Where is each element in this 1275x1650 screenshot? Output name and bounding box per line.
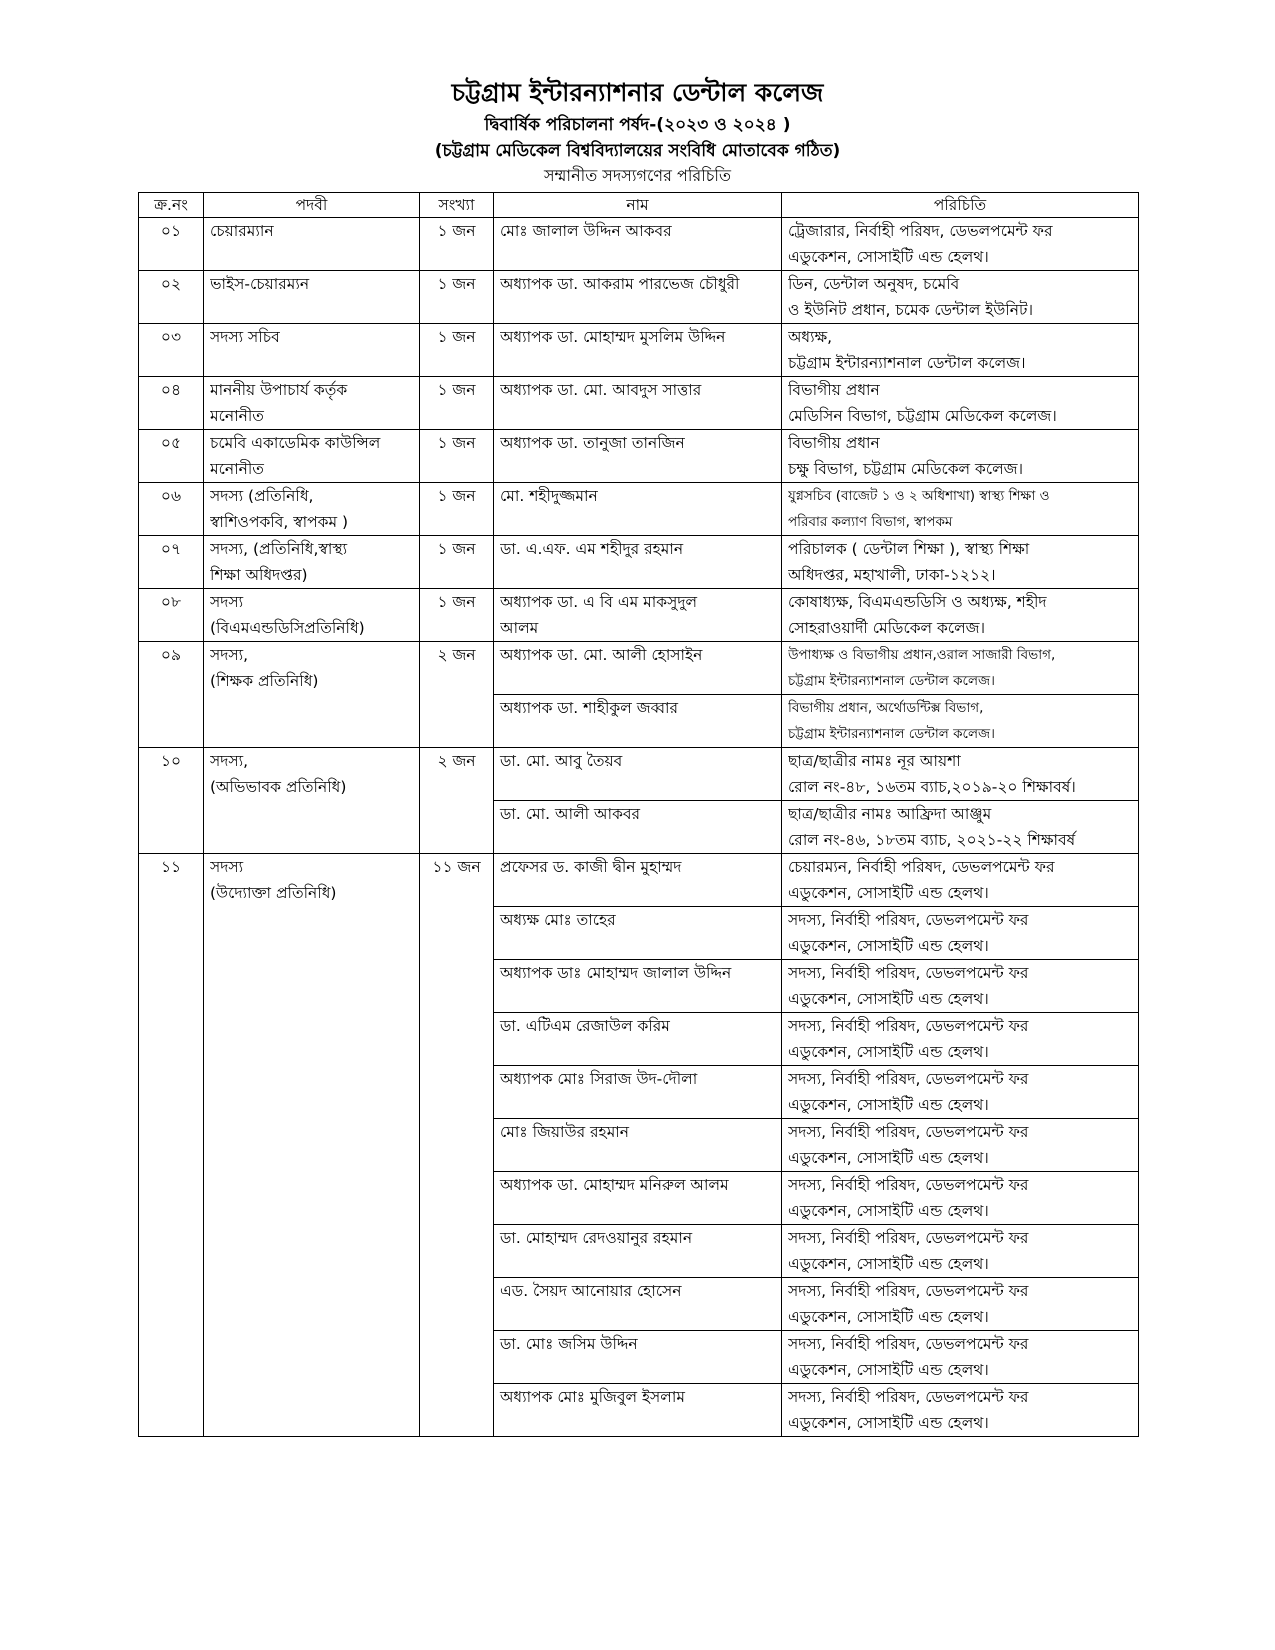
name-cell: ডা. এটিএম রেজাউল করিম xyxy=(494,1013,782,1066)
cell-line: সদস্য, নির্বাহী পরিষদ, ডেভলপমেন্ট ফর xyxy=(788,1123,1029,1141)
count-cell: ১ জন xyxy=(420,536,494,589)
name-cell xyxy=(494,483,782,536)
cell-line: এডুকেশন, সোসাইটি এন্ড হেলথ। xyxy=(788,937,989,955)
serial-cell: ০৫ xyxy=(139,430,204,483)
name-cell: অধ্যাপক ডাঃ মোহাম্মদ জালাল উদ্দিন xyxy=(494,960,782,1013)
cell-line: সদস্য xyxy=(210,593,244,611)
cell-line: এডুকেশন, সোসাইটি এন্ড হেলথ। xyxy=(788,884,989,902)
col-header-serial: ক্র.নং xyxy=(139,193,204,218)
cell-line: ছাত্র/ছাত্রীর নামঃ আফ্রিদা আঞ্জুম xyxy=(788,805,992,823)
cell-line: যুগ্নসচিব (বাজেট ১ ও ২ অধিশাখা) স্বাস্থ্য শিক্ষা ও xyxy=(788,488,1050,504)
cell-line: সদস্য xyxy=(210,858,244,876)
count-cell: ১ জন xyxy=(420,377,494,430)
col-header-name: নাম xyxy=(494,193,782,218)
intro-cell xyxy=(782,483,1139,536)
col-header-post: পদবী xyxy=(204,193,420,218)
cell-line: চট্টগ্রাম ইন্টারন্যাশনাল ডেন্টাল কলেজ। xyxy=(788,354,1026,372)
cell-line: (উদ্যোক্তা প্রতিনিধি) xyxy=(210,884,337,902)
board-subtitle: দ্বিবার্ষিক পরিচালনা পর্ষদ-(২০২৩ ও ২০২৪ ) xyxy=(484,115,791,135)
col-header-count: সংখ্যা xyxy=(420,193,494,218)
post-cell xyxy=(204,589,420,642)
table-row xyxy=(139,642,1139,695)
name-cell: ডা. মো. আলী আকবর xyxy=(494,801,782,854)
cell-line: উপাধ্যক্ষ ও বিভাগীয় প্রধান,ওরাল সাজারী বিভাগ, xyxy=(788,647,1056,663)
name-cell xyxy=(494,536,782,589)
cell-line: চমেবি একাডেমিক কাউন্সিল xyxy=(210,434,381,452)
intro-cell xyxy=(782,1172,1139,1225)
serial-cell: ০২ xyxy=(139,271,204,324)
cell-line: চেয়ারম্যান xyxy=(210,222,274,240)
name-cell: অধ্যাপক মোঃ সিরাজ উদ-দৌলা xyxy=(494,1066,782,1119)
intro-cell xyxy=(782,1225,1139,1278)
cell-line: এডুকেশন, সোসাইটি এন্ড হেলথ। xyxy=(788,1414,989,1432)
cell-line: (বিএমএন্ডডিসিপ্রতিনিধি) xyxy=(210,619,365,637)
cell-line: সদস্য, নির্বাহী পরিষদ, ডেভলপমেন্ট ফর xyxy=(788,1388,1029,1406)
intro-cell xyxy=(782,271,1139,324)
cell-line: কোষাধ্যক্ষ, বিএমএন্ডডিসি ও অধ্যক্ষ, শহীদ xyxy=(788,593,1047,611)
cell-line: মো. শহীদুজ্জমান xyxy=(500,487,598,505)
cell-line: মনোনীত xyxy=(210,407,264,425)
post-cell xyxy=(204,218,420,271)
post-cell xyxy=(204,854,420,1437)
intro-cell xyxy=(782,324,1139,377)
intro-cell xyxy=(782,589,1139,642)
cell-line: অধ্যাপক ডা. মো. আবদুস সাত্তার xyxy=(500,381,702,399)
table-body xyxy=(139,218,1139,1437)
cell-line: (শিক্ষক প্রতিনিধি) xyxy=(210,672,319,690)
post-cell xyxy=(204,748,420,854)
name-cell xyxy=(494,271,782,324)
post-cell xyxy=(204,271,420,324)
serial-cell: ০৭ xyxy=(139,536,204,589)
name-cell: অধ্যাপক ডা. মো. আলী হোসাইন xyxy=(494,642,782,695)
post-cell xyxy=(204,430,420,483)
intro-cell xyxy=(782,1119,1139,1172)
cell-line: ছাত্র/ছাত্রীর নামঃ নূর আয়শা xyxy=(788,752,961,770)
name-cell xyxy=(494,218,782,271)
intro-cell xyxy=(782,1278,1139,1331)
table-header-row xyxy=(139,193,1139,218)
cell-line: অধ্যাপক ডা. আকরাম পারভেজ চৌধুরী xyxy=(500,275,740,293)
cell-line: ও ইউনিট প্রধান, চমেক ডেন্টাল ইউনিট। xyxy=(788,301,1034,319)
intro-cell xyxy=(782,1331,1139,1384)
cell-line: অধ্যক্ষ, xyxy=(788,328,833,346)
count-cell: ২ জন xyxy=(420,642,494,748)
serial-cell: ০৬ xyxy=(139,483,204,536)
cell-line: স্বাশিওপকবি, স্বাপকম ) xyxy=(210,513,349,531)
intro-cell xyxy=(782,854,1139,907)
intro-cell xyxy=(782,960,1139,1013)
members-caption: সম্মানীত সদস্যগণের পরিচিতি xyxy=(543,166,731,185)
cell-line: চেয়ারম্যন, নির্বাহী পরিষদ, ডেভলপমেন্ট ফর xyxy=(788,858,1055,876)
table-row xyxy=(139,748,1139,801)
cell-line: সদস্য, (প্রতিনিধি,স্বাস্থ্য xyxy=(210,540,348,558)
formation-note: (চট্টগ্রাম মেডিকেল বিশ্ববিদ্যালয়ের সংবিধি মোতাবেক গঠিত) xyxy=(434,141,841,161)
college-title: চট্টগ্রাম ইন্টারন্যাশনার ডেন্টাল কলেজ xyxy=(451,78,824,107)
cell-line: অধ্যাপক ডা. মোহাম্মদ মুসলিম উদ্দিন xyxy=(500,328,726,346)
count-cell: ১১ জন xyxy=(420,854,494,1437)
name-cell: অধ্যাপক মোঃ মুজিবুল ইসলাম xyxy=(494,1384,782,1437)
post-cell xyxy=(204,377,420,430)
cell-line: বিভাগীয় প্রধান xyxy=(788,381,880,399)
cell-line: এডুকেশন, সোসাইটি এন্ড হেলথ। xyxy=(788,1202,989,1220)
cell-line: অধিদপ্তর, মহাখালী, ঢাকা-১২১২। xyxy=(788,566,996,584)
name-cell xyxy=(494,324,782,377)
cell-line: রোল নং-৪৮, ১৬তম ব্যাচ,২০১৯-২০ শিক্ষাবর্ষ। xyxy=(788,778,1076,796)
table-row xyxy=(139,324,1139,377)
cell-line: ডিন, ডেন্টাল অনুষদ, চমেবি xyxy=(788,275,960,293)
cell-line: এডুকেশন, সোসাইটি এন্ড হেলথ। xyxy=(788,1149,989,1167)
cell-line: সদস্য, নির্বাহী পরিষদ, ডেভলপমেন্ট ফর xyxy=(788,1229,1029,1247)
cell-line: বিভাগীয় প্রধান xyxy=(788,434,880,452)
cell-line: চক্ষু বিভাগ, চট্টগ্রাম মেডিকেল কলেজ। xyxy=(788,460,1024,478)
cell-line: সদস্য সচিব xyxy=(210,328,280,346)
post-cell xyxy=(204,642,420,748)
post-cell xyxy=(204,324,420,377)
intro-cell xyxy=(782,218,1139,271)
cell-line: সদস্য, নির্বাহী পরিষদ, ডেভলপমেন্ট ফর xyxy=(788,1335,1029,1353)
serial-cell: ০৯ xyxy=(139,642,204,748)
cell-line: মোঃ জালাল উদ্দিন আকবর xyxy=(500,222,672,240)
cell-line: (অভিভাবক প্রতিনিধি) xyxy=(210,778,347,796)
cell-line: সদস্য, নির্বাহী পরিষদ, ডেভলপমেন্ট ফর xyxy=(788,1176,1029,1194)
table-row xyxy=(139,430,1139,483)
cell-line: সদস্য, নির্বাহী পরিষদ, ডেভলপমেন্ট ফর xyxy=(788,1017,1029,1035)
cell-line: রোল নং-৪৬, ১৮তম ব্যাচ, ২০২১-২২ শিক্ষাবর্ষ xyxy=(788,831,1076,849)
count-cell: ২ জন xyxy=(420,748,494,854)
table-row xyxy=(139,854,1139,907)
cell-line: চট্টগ্রাম ইন্টারন্যাশনাল ডেন্টাল কলেজ। xyxy=(788,673,995,689)
name-cell xyxy=(494,589,782,642)
count-cell: ১ জন xyxy=(420,271,494,324)
count-cell: ১ জন xyxy=(420,218,494,271)
serial-cell: ০৩ xyxy=(139,324,204,377)
name-cell: ডা. মো. আবু তৈয়ব xyxy=(494,748,782,801)
cell-line: সদস্য (প্রতিনিধি, xyxy=(210,487,314,505)
serial-cell: ০৮ xyxy=(139,589,204,642)
table-row xyxy=(139,218,1139,271)
cell-line: ডা. এ.এফ. এম শহীদুর রহমান xyxy=(500,540,684,558)
cell-line: বিভাগীয় প্রধান, অর্থোডন্টিক্স বিভাগ, xyxy=(788,700,984,716)
cell-line: সদস্য, নির্বাহী পরিষদ, ডেভলপমেন্ট ফর xyxy=(788,964,1029,982)
table-row xyxy=(139,271,1139,324)
cell-line: আলম xyxy=(500,619,539,637)
intro-cell xyxy=(782,1066,1139,1119)
intro-cell xyxy=(782,695,1139,748)
table-row xyxy=(139,483,1139,536)
cell-line: অধ্যাপক ডা. এ বি এম মাকসুদুল xyxy=(500,593,698,611)
cell-line: ভাইস-চেয়ারম্যন xyxy=(210,275,310,293)
members-table xyxy=(138,192,1139,1437)
count-cell: ১ জন xyxy=(420,430,494,483)
name-cell: অধ্যক্ষ মোঃ তাহের xyxy=(494,907,782,960)
col-header-intro: পরিচিতি xyxy=(782,193,1139,218)
name-cell xyxy=(494,377,782,430)
intro-cell xyxy=(782,642,1139,695)
count-cell: ১ জন xyxy=(420,483,494,536)
cell-line: এডুকেশন, সোসাইটি এন্ড হেলথ। xyxy=(788,1096,989,1114)
intro-cell xyxy=(782,801,1139,854)
cell-line: সদস্য, xyxy=(210,646,249,664)
intro-cell xyxy=(782,1384,1139,1437)
cell-line: পরিচালক ( ডেন্টাল শিক্ষা ), স্বাস্থ্য শিক্ষা xyxy=(788,540,1030,558)
cell-line: এডুকেশন, সোসাইটি এন্ড হেলথ। xyxy=(788,1255,989,1273)
name-cell: অধ্যাপক ডা. শাহীকুল জব্বার xyxy=(494,695,782,748)
name-cell xyxy=(494,430,782,483)
cell-line: অধ্যাপক ডা. তানুজা তানজিন xyxy=(500,434,685,452)
cell-line: এডুকেশন, সোসাইটি এন্ড হেলথ। xyxy=(788,248,989,266)
cell-line: পরিবার কল্যাণ বিভাগ, স্বাপকম xyxy=(788,514,953,530)
intro-cell xyxy=(782,536,1139,589)
table-row xyxy=(139,536,1139,589)
cell-line: সদস্য, নির্বাহী পরিষদ, ডেভলপমেন্ট ফর xyxy=(788,911,1029,929)
cell-line: মেডিসিন বিভাগ, চট্টগ্রাম মেডিকেল কলেজ। xyxy=(788,407,1057,425)
intro-cell xyxy=(782,377,1139,430)
post-cell xyxy=(204,483,420,536)
cell-line: সোহরাওয়ার্দী মেডিকেল কলেজ। xyxy=(788,619,986,637)
cell-line: শিক্ষা অধিদপ্তর) xyxy=(210,566,308,584)
cell-line: মাননীয় উপাচার্য কর্তৃক xyxy=(210,381,348,399)
cell-line: এডুকেশন, সোসাইটি এন্ড হেলথ। xyxy=(788,1308,989,1326)
serial-cell: ১১ xyxy=(139,854,204,1437)
intro-cell xyxy=(782,430,1139,483)
cell-line: এডুকেশন, সোসাইটি এন্ড হেলথ। xyxy=(788,1043,989,1061)
cell-line: এডুকেশন, সোসাইটি এন্ড হেলথ। xyxy=(788,990,989,1008)
name-cell: ডা. মোঃ জসিম উদ্দিন xyxy=(494,1331,782,1384)
cell-line: সদস্য, নির্বাহী পরিষদ, ডেভলপমেন্ট ফর xyxy=(788,1282,1029,1300)
document-header xyxy=(0,76,1275,188)
name-cell: অধ্যাপক ডা. মোহাম্মদ মনিরুল আলম xyxy=(494,1172,782,1225)
serial-cell: ০১ xyxy=(139,218,204,271)
cell-line: সদস্য, নির্বাহী পরিষদ, ডেভলপমেন্ট ফর xyxy=(788,1070,1029,1088)
serial-cell: ০৪ xyxy=(139,377,204,430)
intro-cell xyxy=(782,907,1139,960)
intro-cell xyxy=(782,748,1139,801)
name-cell: মোঃ জিয়াউর রহমান xyxy=(494,1119,782,1172)
name-cell: প্রফেসর ড. কাজী দ্বীন মুহাম্মদ xyxy=(494,854,782,907)
post-cell xyxy=(204,536,420,589)
name-cell: এড. সৈয়দ আনোয়ার হোসেন xyxy=(494,1278,782,1331)
cell-line: সদস্য, xyxy=(210,752,249,770)
serial-cell: ১০ xyxy=(139,748,204,854)
cell-line: চট্টগ্রাম ইন্টারন্যাশনাল ডেন্টাল কলেজ। xyxy=(788,726,995,742)
name-cell: ডা. মোহাম্মদ রেদওয়ানুর রহমান xyxy=(494,1225,782,1278)
table-row xyxy=(139,589,1139,642)
intro-cell xyxy=(782,1013,1139,1066)
cell-line: মনোনীত xyxy=(210,460,264,478)
count-cell: ১ জন xyxy=(420,589,494,642)
count-cell: ১ জন xyxy=(420,324,494,377)
cell-line: এডুকেশন, সোসাইটি এন্ড হেলথ। xyxy=(788,1361,989,1379)
table-row xyxy=(139,377,1139,430)
cell-line: ট্রেজারার, নির্বাহী পরিষদ, ডেভলপমেন্ট ফর xyxy=(788,222,1053,240)
